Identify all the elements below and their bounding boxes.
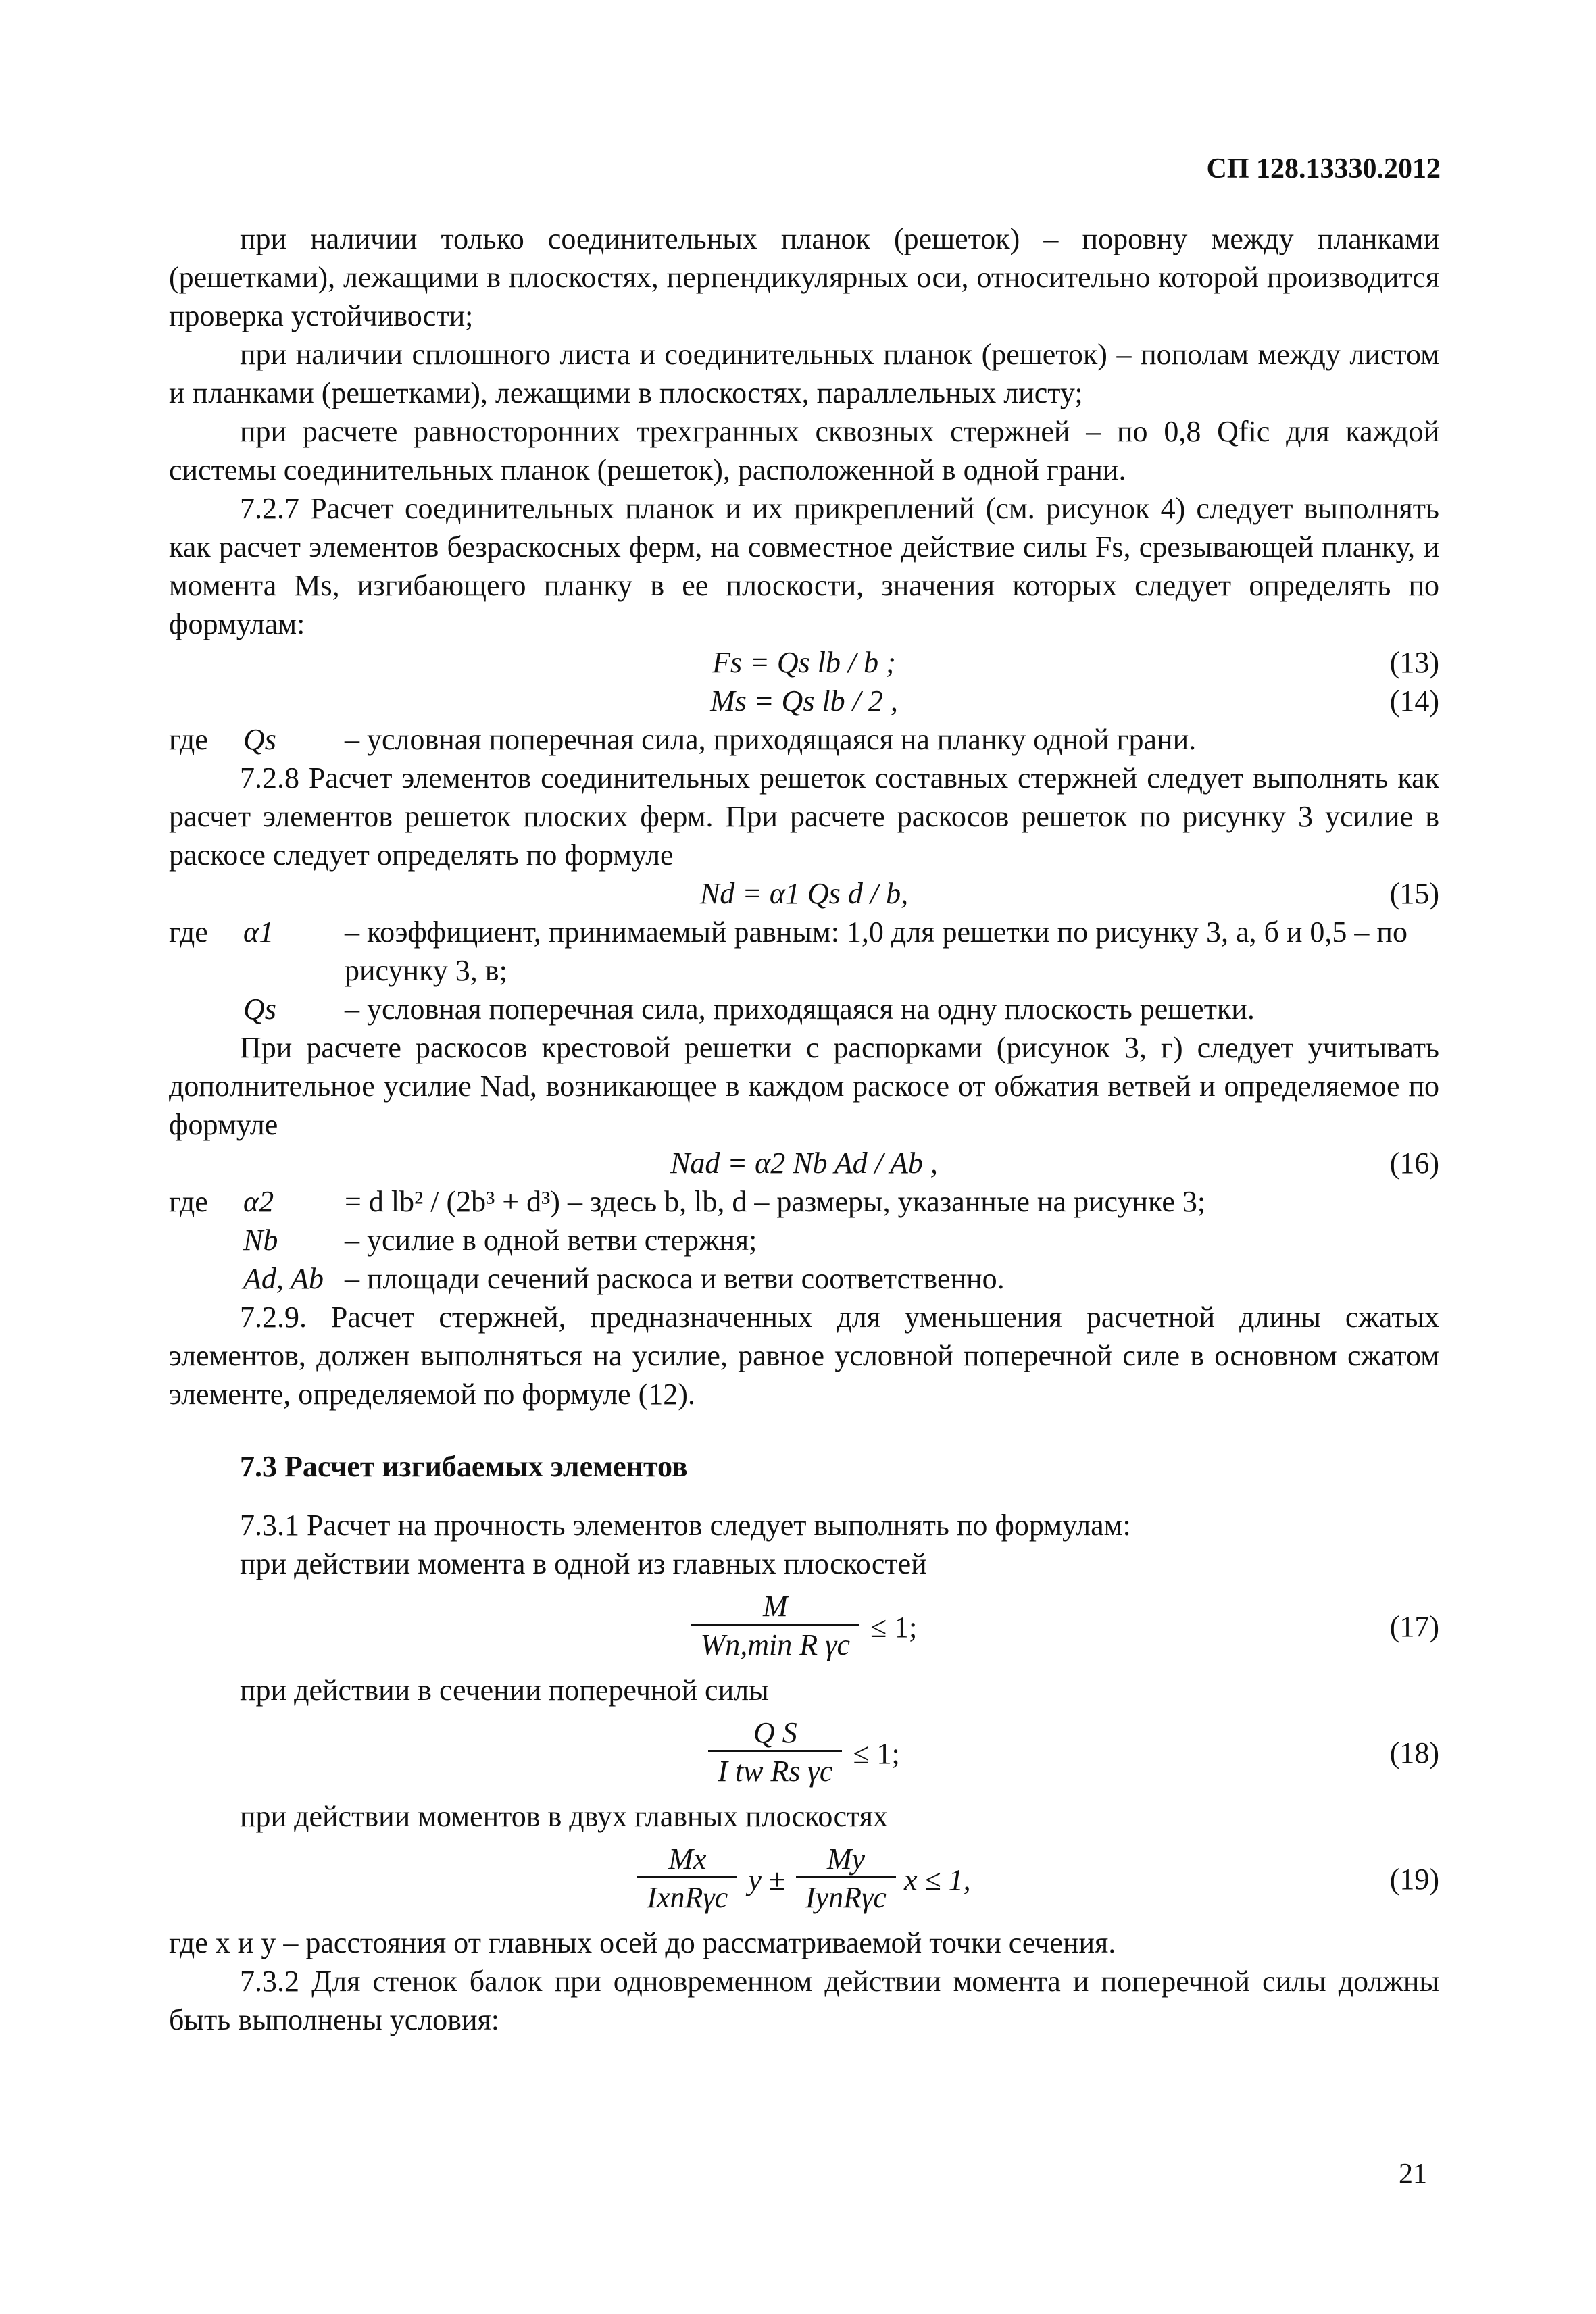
where-text: = d lb² / (2b³ + d³) – здесь b, lb, d – размеры, указанные на рисунке 3; [345, 1185, 1206, 1218]
formula-19 [169, 1836, 1439, 1923]
formula-18-denominator: I tw Rs γc [708, 1750, 842, 1791]
formula-19-a-numerator: Mx [668, 1842, 707, 1876]
formula-19-b-numerator: My [826, 1842, 866, 1876]
where-clause [169, 1221, 1439, 1259]
formula-15-text: Nd = α1 Qs d / b, [699, 877, 909, 910]
where-clause [169, 1259, 1439, 1298]
formula-15-number: (15) [1389, 877, 1439, 910]
where-text: – площади сечений раскоса и ветви соответственно. [345, 1262, 1005, 1295]
formula-18-fraction [708, 1716, 842, 1791]
formula-13-number: (13) [1389, 646, 1439, 679]
paragraph-7-3-1: 7.3.1 Расчет на прочность элементов следует выполнять по формулам: [240, 1509, 1131, 1542]
formula-19-number: (19) [1389, 1863, 1439, 1896]
formula-18-tail: ≤ 1; [853, 1736, 900, 1770]
formula-16 [169, 1144, 1439, 1182]
where-word: где [169, 915, 208, 949]
where-clause [169, 720, 1439, 759]
formula-17 [169, 1583, 1439, 1671]
formula-17-denominator: Wn,min R γc [691, 1624, 859, 1665]
formula-16-number: (16) [1389, 1147, 1439, 1180]
where-text: – условная поперечная сила, приходящаяся на одну плоскость решетки. [345, 992, 1255, 1026]
where-symbol: Qs [243, 723, 276, 756]
where-symbol: α2 [243, 1185, 274, 1218]
paragraph: где x и y – расстояния от главных осей до рассматриваемой точки сечения. [169, 1926, 1116, 1959]
formula-19-mid: y ± [748, 1863, 785, 1896]
formula-13-text: Fs = Qs lb / b ; [712, 646, 896, 679]
formula-17-numerator: M [762, 1589, 788, 1623]
paragraph-7-2-9: 7.2.9. Расчет стержней, предназначенных для уменьшения расчетной длины сжатых элементов, должен выполняться на усилие, равное условной поперечной силе в основном сжатом элементе, определяемой по формуле (12). [169, 1301, 1439, 1411]
formula-19-a-denominator: IxnRγc [637, 1876, 737, 1917]
formula-17-fraction [691, 1590, 859, 1665]
formula-18 [169, 1709, 1439, 1797]
formula-14 [169, 682, 1439, 720]
paragraph: при наличии сплошного листа и соединительных планок (решеток) – пополам между листом и планками (решетками), лежащими в плоскостях, параллельных листу; [169, 338, 1439, 409]
formula-13 [169, 643, 1439, 682]
formula-16-text: Nad = α2 Nb Ad / Ab , [670, 1147, 938, 1180]
paragraph-7-2-7: 7.2.7 Расчет соединительных планок и их прикреплений (см. рисунок 4) следует выполнять как расчет элементов безраскосных ферм, на совместное действие силы Fs, срезывающей планку, и момента Ms, изгибающего планку в ее плоскости, значения которых следует определять по формулам: [169, 492, 1439, 640]
page-content [169, 220, 1439, 2039]
formula-17-number: (17) [1389, 1610, 1439, 1643]
formula-18-numerator: Q S [753, 1715, 797, 1749]
formula-17-tail: ≤ 1; [870, 1610, 918, 1644]
where-symbol: Qs [243, 992, 276, 1026]
paragraph: при действии в сечении поперечной силы [240, 1674, 769, 1707]
document-code: СП 128.13330.2012 [1206, 153, 1441, 184]
where-clause [169, 1182, 1439, 1221]
formula-18-number: (18) [1389, 1736, 1439, 1769]
where-text: – коэффициент, принимаемый равным: 1,0 для решетки по рисунку 3, а, б и 0,5 – по рисунку 3, в; [345, 915, 1407, 987]
where-symbol: Ad, Ab [243, 1262, 324, 1295]
formula-19-b-denominator: IynRγc [796, 1876, 896, 1917]
formula-19-fraction-a [637, 1842, 737, 1917]
where-clause [169, 990, 1439, 1028]
formula-19-tail: x ≤ 1, [903, 1863, 971, 1896]
paragraph: при расчете равносторонних трехгранных сквозных стержней – по 0,8 Qfic для каждой системы соединительных планок (решеток), расположенной в одной грани. [169, 415, 1439, 486]
where-word: где [169, 1185, 208, 1218]
where-symbol: Nb [243, 1224, 278, 1257]
paragraph-7-3-2: 7.3.2 Для стенок балок при одновременном действии момента и поперечной силы должны быть выполнены условия: [169, 1965, 1439, 2036]
paragraph: при наличии только соединительных планок (решеток) – поровну между планками (решетками), лежащими в плоскостях, перпендикулярных оси, относительно которой производится проверка устойчивости; [169, 222, 1439, 332]
formula-14-number: (14) [1389, 684, 1439, 718]
paragraph: при действии моментов в двух главных плоскостях [240, 1800, 888, 1833]
paragraph: при действии момента в одной из главных плоскостей [240, 1547, 927, 1580]
where-symbol: α1 [243, 915, 274, 949]
paragraph-7-2-8: 7.2.8 Расчет элементов соединительных решеток составных стержней следует выполнять как расчет элементов решеток плоских ферм. При расчете раскосов решеток по рисунку 3 усилие в раскосе следует определять по формуле [169, 761, 1439, 872]
section-heading: 7.3 Расчет изгибаемых элементов [240, 1450, 688, 1483]
formula-14-text: Ms = Qs lb / 2 , [710, 684, 898, 718]
where-word: где [169, 723, 208, 756]
formula-15 [169, 874, 1439, 913]
where-clause [169, 913, 1439, 990]
formula-19-fraction-b [796, 1842, 896, 1917]
where-text: – усилие в одной ветви стержня; [345, 1224, 757, 1257]
where-text: – условная поперечная сила, приходящаяся на планку одной грани. [345, 723, 1197, 756]
paragraph: При расчете раскосов крестовой решетки с распорками (рисунок 3, г) следует учитывать дополнительное усилие Nad, возникающее в каждом раскосе от обжатия ветвей и определяемое по формуле [169, 1031, 1439, 1141]
page-number: 21 [1399, 2159, 1427, 2190]
